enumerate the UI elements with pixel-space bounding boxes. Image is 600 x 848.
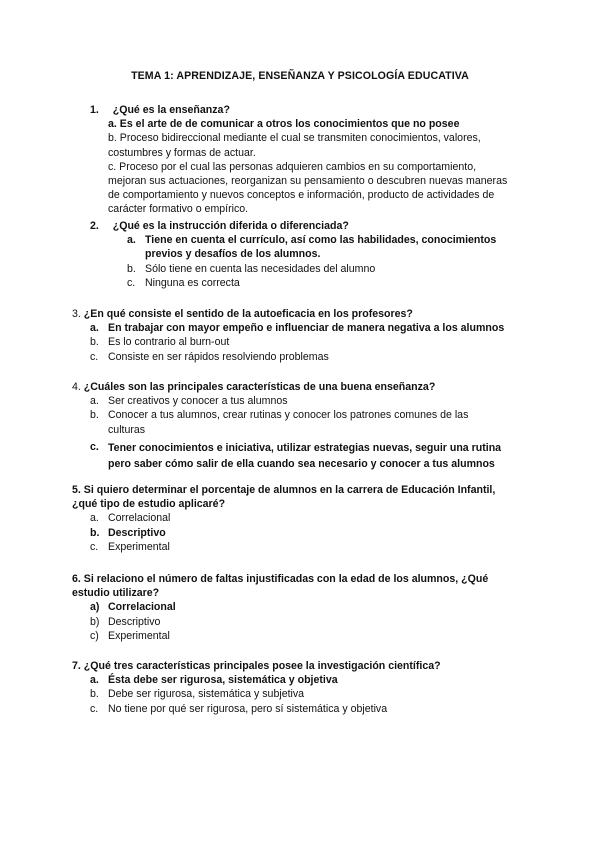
- question-text-line: Si relaciono el número de faltas injustificadas con la edad de los alumnos, ¿Qué: [83, 573, 489, 585]
- question-3: [72, 307, 542, 364]
- option-a: [90, 394, 542, 408]
- question-number: 2.: [90, 220, 99, 232]
- option-line: Conocer a tus alumnos, crear rutinas y conocer los patrones comunes de las: [108, 409, 469, 422]
- option-b: [108, 131, 530, 159]
- question-text-line: estudio utilizare?: [72, 587, 160, 600]
- option-marker: b.: [90, 526, 100, 539]
- option-line: b. Proceso bidireccional mediante el cual se transmiten conocimientos, valores,: [108, 132, 481, 145]
- option-line: de comportamiento y nuevos conceptos e información, producto de actividades de: [108, 189, 495, 202]
- option-marker: a.: [90, 674, 99, 687]
- question-6: [72, 572, 552, 643]
- option-line: Correlacional: [108, 512, 171, 525]
- option-line: carácter formativo o empírico.: [108, 203, 249, 216]
- option-line: culturas: [108, 423, 146, 436]
- question-4: [72, 380, 542, 472]
- question-7-title: [72, 659, 552, 673]
- option-line: Ninguna es correcta: [145, 276, 240, 289]
- question-1-title: [90, 103, 530, 117]
- question-text: ¿Qué tres características principales posee la investigación científica?: [83, 660, 441, 672]
- option-line: Sólo tiene en cuenta las necesidades del alumno: [145, 262, 376, 275]
- option-a: [90, 511, 552, 525]
- option-marker: b.: [127, 262, 136, 275]
- option-marker: c.: [90, 350, 99, 363]
- question-1: [90, 103, 530, 217]
- question-6-title: [72, 572, 552, 600]
- option-b: [90, 335, 542, 349]
- option-c: [90, 350, 542, 364]
- option-marker: c.: [90, 440, 99, 453]
- question-text: ¿Qué es la instrucción diferida o diferenciada?: [112, 220, 349, 232]
- option-line: Correlacional: [108, 601, 176, 614]
- option-c: [90, 440, 542, 472]
- option-c: [108, 160, 530, 217]
- option-line: Experimental: [108, 629, 170, 642]
- option-line: Descriptivo: [108, 526, 166, 539]
- option-marker: b.: [90, 688, 99, 701]
- option-marker: b.: [90, 409, 99, 422]
- option-line: previos y desafíos de los alumnos.: [145, 248, 321, 261]
- question-2-title: [90, 219, 530, 233]
- option-marker: a.: [90, 512, 99, 525]
- option-line: Tener conocimientos e iniciativa, utilizar estrategias nuevas, seguir una rutina: [108, 441, 502, 454]
- question-number: 4.: [72, 381, 81, 393]
- option-c: [90, 540, 552, 554]
- question-7: [72, 659, 552, 716]
- question-number: 1.: [90, 104, 99, 116]
- question-text: ¿Qué es la enseñanza?: [112, 104, 230, 116]
- option-line: Debe ser rigurosa, sistemática y subjetiva: [108, 688, 305, 701]
- option-line: mejoran sus actuaciones, reorganizan su pensamiento o descubren nuevas maneras: [108, 175, 508, 188]
- question-4-title: [72, 380, 542, 394]
- option-marker: c): [90, 629, 99, 642]
- option-marker: c.: [90, 540, 99, 553]
- question-number: 5.: [72, 484, 81, 496]
- option-marker: b): [90, 615, 100, 628]
- option-line: pero saber cómo salir de ella cuando sea necesario y conocer a tus alumnos: [108, 457, 495, 470]
- option-line: Experimental: [108, 540, 170, 553]
- option-marker: a.: [90, 395, 99, 408]
- option-a: [127, 233, 530, 261]
- question-number: 3.: [72, 308, 81, 320]
- option-a: a. Es el arte de de comunicar a otros los conocimientos que no posee: [108, 118, 460, 131]
- question-number: 7.: [72, 660, 81, 672]
- option-marker: a): [90, 601, 100, 614]
- option-marker: c.: [90, 702, 99, 715]
- question-text: ¿Cuáles son las principales características de una buena enseñanza?: [83, 381, 436, 393]
- option-b: [90, 526, 552, 540]
- question-3-title: [72, 307, 542, 321]
- option-line: Descriptivo: [108, 615, 161, 628]
- option-b: [90, 687, 552, 701]
- option-b: [90, 408, 542, 436]
- option-marker: c.: [127, 276, 136, 289]
- option-b: [90, 615, 552, 629]
- option-marker: a.: [127, 234, 136, 247]
- question-2: [90, 219, 530, 290]
- option-a: [90, 321, 542, 335]
- option-line: Ésta debe ser rigurosa, sistemática y objetiva: [108, 674, 338, 687]
- option-marker: a.: [90, 322, 99, 335]
- option-b: [127, 262, 530, 276]
- question-number: 6.: [72, 573, 81, 585]
- option-c: [90, 629, 552, 643]
- question-5: [72, 483, 552, 554]
- option-line: costumbres y formas de actuar.: [108, 146, 256, 159]
- option-line: No tiene por qué ser rigurosa, pero sí sistemática y objetiva: [108, 702, 388, 715]
- question-text-line: Si quiero determinar el porcentaje de alumnos en la carrera de Educación Infantil,: [83, 484, 496, 496]
- question-text: ¿En qué consiste el sentido de la autoeficacia en los profesores?: [83, 308, 413, 320]
- option-a: [90, 673, 552, 687]
- option-line: Es lo contrario al burn-out: [108, 336, 230, 349]
- option-line: Ser creativos y conocer a tus alumnos: [108, 395, 288, 408]
- option-c: [90, 702, 552, 716]
- question-text-line: ¿qué tipo de estudio aplicaré?: [72, 498, 226, 511]
- option-line: En trabajar con mayor empeño e influenciar de manera negativa a los alumnos: [108, 322, 505, 335]
- option-line: c. Proceso por el cual las personas adquieren cambios en su comportamiento,: [108, 160, 477, 173]
- option-line: Tiene en cuenta el currículo, así como las habilidades, conocimientos: [145, 234, 497, 247]
- option-marker: b.: [90, 336, 99, 349]
- option-c: [127, 276, 530, 290]
- document-title: TEMA 1: APRENDIZAJE, ENSEÑANZA Y PSICOLOGÍA EDUCATIVA: [131, 70, 469, 82]
- question-5-title: [72, 483, 552, 511]
- option-line: Consiste en ser rápidos resolviendo problemas: [108, 350, 329, 363]
- option-a: [90, 600, 552, 614]
